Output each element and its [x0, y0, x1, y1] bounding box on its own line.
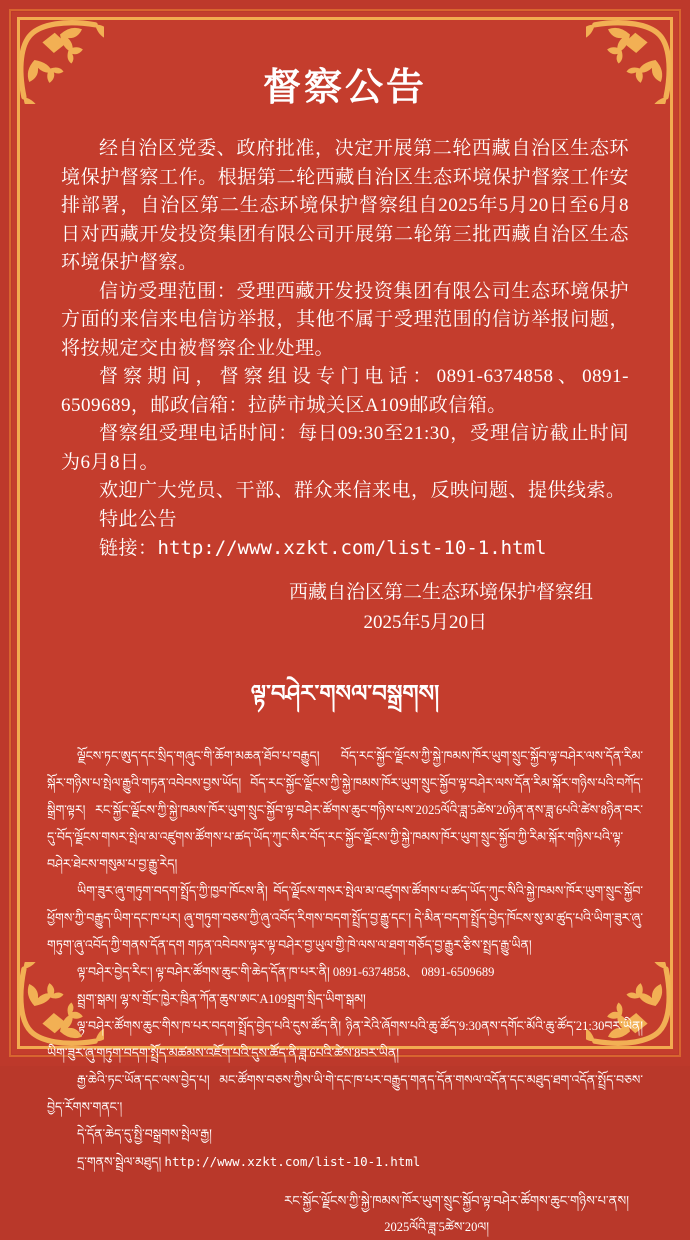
bo-link-label: དྲ་གནས་སྦྲེལ་མཐུད། [77, 1154, 162, 1169]
page-title: 督察公告 [262, 67, 427, 109]
cn-paragraph-hereby: 特此公告 [99, 508, 178, 530]
tibetan-body [47, 743, 643, 1176]
bo-link-url[interactable]: http://www.xzkt.com/list-10-1.html [164, 1153, 421, 1169]
bo-paragraph-approval: ལྗོངས་ཏང་ཨུད་དང་སྲིད་གཞུང་གི་ཆོག་མཆན་ཐོབ་པ་བརྒྱུད། བོད་རང་སྐྱོང་ལྗོངས་ཀྱི་སྐྱེ་ཁམས་ཁོར་ཡུག་སྲུང་སྐྱོབ་ལྟ་བཤེར་ལས་དོན་རིམ་སྐོར་གཉིས་པ་སྤེལ་རྒྱུའི་གཏན་འབེབས་བྱས་ཡོད། བོད་རང་སྐྱོང་ལྗོངས་ཀྱི་སྐྱེ་ཁམས་ཁོར་ཡུག་སྲུང་སྐྱོབ་ལྟ་བཤེར་ལས་དོན་རིམ་སྐོར་གཉིས་པའི་བཀོད་སྒྲིག་ལྟར། རང་སྐྱོང་ལྗོངས་ཀྱི་སྐྱེ་ཁམས་ཁོར་ཡུག་སྲུང་སྐྱོབ་ལྟ་བཤེར་ཚོགས་ཆུང་གཉིས་པས་2025ལོའི་ཟླ་5ཚེས་20ཉིན་ནས་ཟླ་6པའི་ཚེས་8ཉིན་བར་དུ་བོད་ལྗོངས་གསར་སྤེལ་མ་འཛུགས་ཚོགས་པ་ཚད་ཡོད་ཀུང་སིར་བོད་རང་སྐྱོང་ལྗོངས་ཀྱི་སྐྱེ་ཁམས་ཁོར་ཡུག་སྲུང་སྐྱོབ་ཀྱི་རིམ་སྐོར་གཉིས་པའི་ལྟ་བཤེར་ཐེངས་གསུམ་པ་བྱ་རྒྱུ་རེད། [47, 748, 643, 871]
bo-paragraph-mailbox: སྦྲག་སྒམ། ལྷ་ས་གྲོང་ཁྱེར་ཁྲིན་ཀོན་ཆུས་ཨང་A109སྦྲག་སྲིད་ཡིག་སྒམ། [77, 991, 366, 1006]
bo-date: 2025ལོའི་ཟླ་5ཚེས་20ལ། [384, 1219, 489, 1234]
cn-link-label: 链接： [99, 538, 158, 559]
cn-paragraph-welcome: 欢迎广大党员、干部、群众来信来电，反映问题、提供线索。 [99, 480, 626, 501]
cn-link-url[interactable]: http://www.xzkt.com/list-10-1.html [157, 537, 547, 559]
bo-paragraph-petition-scope: ཡིག་ཟུར་ཞུ་གཏུག་བདག་སྤྲོད་ཀྱི་ཁྱབ་ཁོངས་ནི། བོད་ལྗོངས་གསར་སྤེལ་མ་འཛུགས་ཚོགས་པ་ཚད་ཡོད་ཀུང་སིའི་སྐྱེ་ཁམས་ཁོར་ཡུག་སྲུང་སྐྱོབ་ཕྱོགས་ཀྱི་བརྒྱུད་ཡིག་དང་ཁ་པར། ཞུ་གཏུག་བཅས་ཀྱི་ཞུ་འབོད་རིགས་བདག་སྤྲོད་བྱ་རྒྱུ་དང་། དེ་མིན་བདག་སྤྲོད་བྱེད་ཁོངས་སུ་མ་ཚུད་པའི་ཡིག་ཟུར་ཞུ་གཏུག་ཞུ་འབོད་ཀྱི་གནས་དོན་དག གཏན་འབེབས་ལྟར་ལྟ་བཤེར་བྱ་ཡུལ་གྱི་ཁེ་ལས་ལ་ཐག་གཅོད་བྱ་རྒྱུར་རྩིས་སྤྲད་རྒྱུ་ཡིན། [47, 883, 643, 952]
bo-paragraph-hours: ལྟ་བཤེར་ཚོགས་ཆུང་གིས་ཁ་པར་བདག་སྤྲོད་བྱེད་པའི་དུས་ཚོད་ནི། ཉིན་རེའི་ཞོགས་པའི་ཆུ་ཚོད་9:30ནས་དགོང་མོའི་ཆུ་ཚོད་21:30བར་ཡིན། ཡིག་ཟུར་ཞུ་གཏུག་བདག་སྤྲོད་མཚམས་འཇོག་པའི་དུས་ཚོད་ནི་ཟླ་6པའི་ཚེས་8བར་ཡིན། [47, 1018, 643, 1060]
bo-paragraph-welcome: རྒྱ་ཆེའི་ཏང་ཡོན་དང་ལས་བྱེད་པ། མང་ཚོགས་བཅས་ཀྱིས་ཡི་གེ་དང་ཁ་པར་བརྒྱུད་གནད་དོན་གསལ་འདོན་དང་མཐུད་ཐག་འདོན་སྤྲོད་བཅས་བྱེད་རོགས་གནང་། [47, 1072, 643, 1114]
cn-paragraph-petition-scope: 信访受理范围：受理西藏开发投资集团有限公司生态环境保护方面的来信来电信访举报，其他不属于受理范围的信访举报问题，将按规定交由被督察企业处理。 [61, 280, 629, 359]
chinese-body [61, 135, 629, 564]
bo-paragraph-phone: ལྟ་བཤེར་བྱེད་རིང་། ལྟ་བཤེར་ཚོགས་ཆུང་གི་ཆེད་དོན་ཁ་པར་ནི། 0891-6374858、 0891-6509689 [77, 964, 495, 979]
bo-paragraph-hereby: དེ་དོན་ཆེད་དུ་སྤྱི་བསྒྲགས་སྤེལ་རྒྱ། [77, 1126, 212, 1141]
bo-signature: རང་སྐྱོང་ལྗོངས་ཀྱི་སྐྱེ་ཁམས་ཁོར་ཡུག་སྲུང་སྐྱོབ་ལྟ་བཤེར་ཚོགས་ཆུང་གཉིས་པ་ནས། [284, 1192, 629, 1208]
tibetan-signature-block [61, 1188, 629, 1240]
bo-link-line [47, 1148, 643, 1176]
cn-signature: 西藏自治区第二生态环境保护督察组 [288, 581, 593, 603]
chinese-signature-block [61, 578, 629, 638]
tibetan-title: ལྟ་བཤེར་གསལ་བསྒྲགས། [250, 680, 440, 706]
cn-paragraph-hours: 督察组受理电话时间：每日09:30至21:30，受理信访截止时间为6月8日。 [61, 423, 629, 473]
cn-paragraph-phone-mailbox: 督察期间，督察组设专门电话：0891-6374858、0891-6509689，邮政信箱：拉萨市城关区A109邮政信箱。 [61, 366, 629, 416]
cn-link-line [61, 534, 629, 564]
cn-paragraph-approval: 经自治区党委、政府批准，决定开展第二轮西藏自治区生态环境保护督察工作。根据第二轮西藏自治区生态环境保护督察工作安排部署，自治区第二生态环境保护督察组自2025年5月20日至6月8日对西藏开发投资集团有限公司开展第二轮第三批西藏自治区生态环境保护督察。 [61, 138, 629, 273]
cn-date: 2025年5月20日 [363, 611, 487, 633]
